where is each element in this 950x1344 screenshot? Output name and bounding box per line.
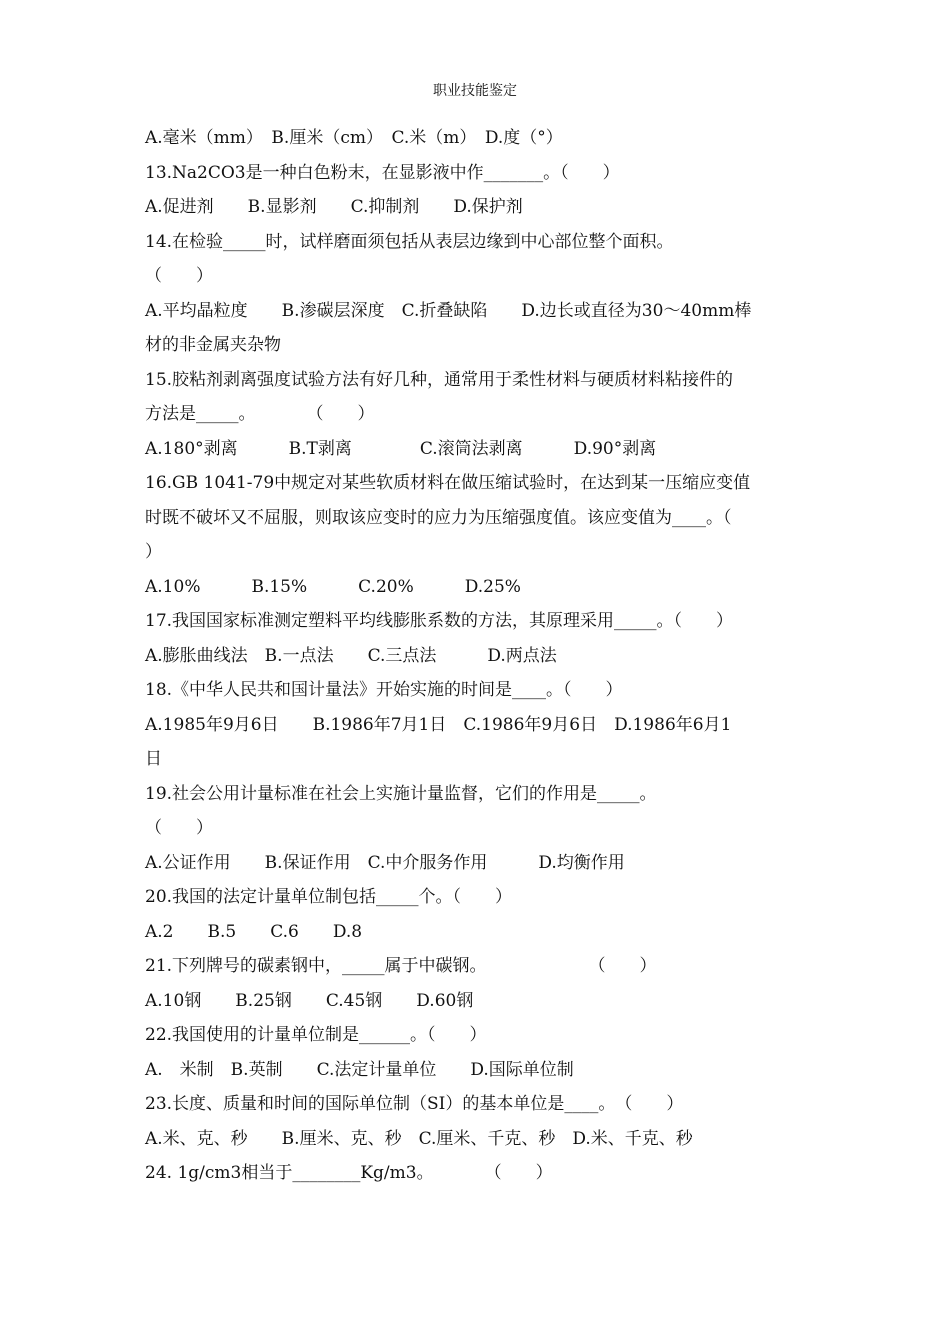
q21-question: 21.下列牌号的碳素钢中，_____属于中碳钢。 （ ） (145, 956, 657, 976)
document-body (145, 121, 815, 1191)
q13-options: A.促进剂 B.显影剂 C.抑制剂 D.保护剂 (145, 197, 523, 217)
q24-question: 24. 1g/cm3相当于________Kg/m3。 （ ） (145, 1163, 553, 1183)
q19-question-cont: （ ） (145, 818, 213, 838)
q18-question: 18.《中华人民共和国计量法》开始实施的时间是____。（ ） (145, 680, 623, 700)
q23-question: 23.长度、质量和时间的国际单位制（SI）的基本单位是____。 （ ） (145, 1094, 684, 1114)
q23-options: A.米、克、秒 B.厘米、克、秒 C.厘米、千克、秒 D.米、千克、秒 (145, 1128, 693, 1149)
q22-question: 22.我国使用的计量单位制是______。（ ） (145, 1025, 487, 1045)
q14-question-cont: （ ） (145, 266, 213, 286)
q18-options: A.1985年9月6日 B.1986年7月1日 C.1986年9月6日 D.1986年6月1 (145, 714, 732, 735)
q14-options: A.平均晶粒度 B.渗碳层深度 C.折叠缺陷 D.边长或直径为30～40mm棒 (145, 300, 752, 321)
q19-options: A.公证作用 B.保证作用 C.中介服务作用 D.均衡作用 (145, 852, 625, 873)
q15-options: A.180°剥离 B.T剥离 C.滚筒法剥离 D.90°剥离 (145, 438, 657, 459)
q15-question: 15.胶粘剂剥离强度试验方法有好几种，通常用于柔性材料与硬质材料粘接件的 (145, 369, 734, 390)
q16-question-end: ） (145, 542, 162, 562)
q14-question: 14.在检验_____时，试样磨面须包括从表层边缘到中心部位整个面积。 (145, 231, 674, 252)
q18-options-cont: 日 (145, 749, 162, 769)
q20-question: 20.我国的法定计量单位制包括_____个。（ ） (145, 887, 513, 907)
q22-options: A. 米制 B.英制 C.法定计量单位 D.国际单位制 (145, 1059, 574, 1080)
q16-question-cont: 时既不破坏又不屈服，则取该应变时的应力为压缩强度值。该应变值为____。（ (145, 507, 732, 528)
q21-options: A.10钢 B.25钢 C.45钢 D.60钢 (145, 990, 474, 1011)
q17-options: A.膨胀曲线法 B.一点法 C.三点法 D.两点法 (145, 645, 557, 666)
q16-question: 16.GB 1041-79中规定对某些软质材料在做压缩试验时，在达到某一压缩应变值 (145, 473, 751, 493)
q17-question: 17.我国国家标准测定塑料平均线膨胀系数的方法，其原理采用_____。（ ） (145, 611, 734, 631)
q13-question: 13.Na2CO3是一种白色粉末，在显影液中作_______。（ ） (145, 162, 620, 183)
q15-question-cont: 方法是_____。 （ ） (145, 404, 375, 424)
q16-options: A.10% B.15% C.20% D.25% (145, 576, 521, 597)
page-header: 职业技能鉴定 (433, 83, 517, 99)
q14-options-cont: 材的非金属夹杂物 (145, 335, 281, 355)
q12-options: A.毫米（mm） B.厘米（cm） C.米（m） D.度（°） (145, 128, 563, 148)
q19-question: 19.社会公用计量标准在社会上实施计量监督，它们的作用是_____。 (145, 783, 657, 804)
q20-options: A.2 B.5 C.6 D.8 (145, 921, 363, 942)
